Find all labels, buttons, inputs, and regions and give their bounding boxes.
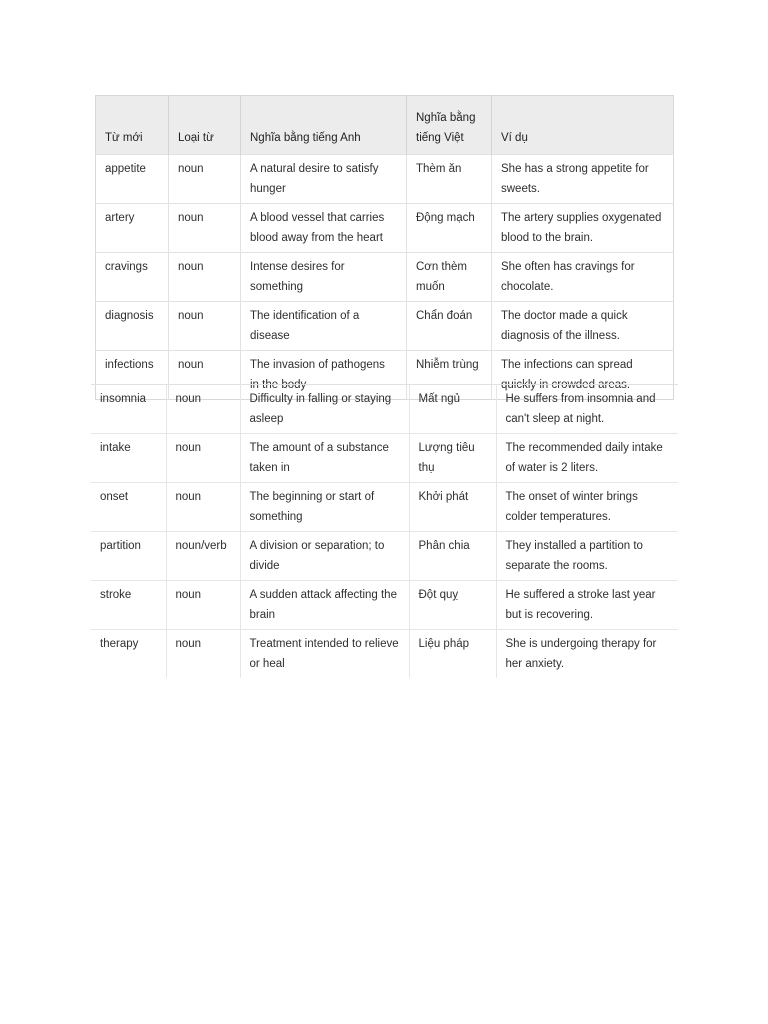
vocabulary-table-continued xyxy=(91,384,678,678)
cell-english-meaning: A blood vessel that carries blood away from the heart xyxy=(241,204,407,253)
cell-example: She often has cravings for chocolate. xyxy=(492,253,674,302)
cell-word: infections xyxy=(96,351,169,400)
cell-english-meaning: The beginning or start of something xyxy=(240,483,409,532)
cell-example: The doctor made a quick diagnosis of the illness. xyxy=(492,302,674,351)
cell-vietnamese-meaning: Động mạch xyxy=(407,204,492,253)
cell-example: The recommended daily intake of water is 2 liters. xyxy=(496,434,678,483)
cell-word-type: noun xyxy=(166,483,240,532)
cell-word-type: noun xyxy=(169,351,241,400)
table-header-row xyxy=(96,96,674,155)
cell-english-meaning: A natural desire to satisfy hunger xyxy=(241,155,407,204)
cell-word-type: noun xyxy=(169,302,241,351)
cell-word: appetite xyxy=(96,155,169,204)
table-row xyxy=(91,581,678,630)
cell-english-meaning: Difficulty in falling or staying asleep xyxy=(240,385,409,434)
cell-example: He suffered a stroke last year but is recovering. xyxy=(496,581,678,630)
cell-word: diagnosis xyxy=(96,302,169,351)
cell-english-meaning: The invasion of pathogens in the body xyxy=(241,351,407,400)
cell-word-type: noun xyxy=(166,630,240,679)
cell-example: She has a strong appetite for sweets. xyxy=(492,155,674,204)
header-word-type: Loại từ xyxy=(169,96,241,155)
header-example: Ví dụ xyxy=(492,96,674,155)
cell-word: onset xyxy=(91,483,166,532)
cell-example: The artery supplies oxygenated blood to the brain. xyxy=(492,204,674,253)
table-row xyxy=(96,155,674,204)
cell-word: therapy xyxy=(91,630,166,679)
cell-vietnamese-meaning: Liệu pháp xyxy=(409,630,496,679)
table-row xyxy=(96,204,674,253)
header-english-meaning: Nghĩa bằng tiếng Anh xyxy=(241,96,407,155)
cell-word: insomnia xyxy=(91,385,166,434)
cell-english-meaning: Intense desires for something xyxy=(241,253,407,302)
cell-example: They installed a partition to separate the rooms. xyxy=(496,532,678,581)
cell-vietnamese-meaning: Phân chia xyxy=(409,532,496,581)
cell-english-meaning: Treatment intended to relieve or heal xyxy=(240,630,409,679)
vocabulary-table xyxy=(95,95,674,400)
cell-example: He suffers from insomnia and can't sleep at night. xyxy=(496,385,678,434)
cell-vietnamese-meaning: Nhiễm trùng xyxy=(407,351,492,400)
cell-example: She is undergoing therapy for her anxiety. xyxy=(505,638,657,670)
table-row xyxy=(96,302,674,351)
cell-vietnamese-meaning: Khởi phát xyxy=(409,483,496,532)
cell-vietnamese-meaning: Chẩn đoán xyxy=(407,302,492,351)
cell-english-meaning: The amount of a substance taken in xyxy=(240,434,409,483)
table-row xyxy=(96,253,674,302)
cell-word-type: noun xyxy=(169,204,241,253)
cell-word: artery xyxy=(96,204,169,253)
cell-word-type: noun/verb xyxy=(166,532,240,581)
cell-vietnamese-meaning: Cơn thèm muốn xyxy=(407,253,492,302)
cell-word: stroke xyxy=(91,581,166,630)
cell-word-type: noun xyxy=(169,155,241,204)
cell-word-type: noun xyxy=(166,581,240,630)
cell-example: The infections can spread quickly in crowded areas. xyxy=(492,351,674,400)
table-row xyxy=(91,483,678,532)
cell-english-meaning: A sudden attack affecting the brain xyxy=(240,581,409,630)
cell-english-meaning: The identification of a disease xyxy=(241,302,407,351)
header-word: Từ mới xyxy=(96,96,169,155)
cell-vietnamese-meaning: Mất ngủ xyxy=(409,385,496,434)
cell-word-type: noun xyxy=(166,434,240,483)
header-vietnamese-meaning: Nghĩa bằng tiếng Việt xyxy=(407,96,492,155)
cell-vietnamese-meaning: Thèm ăn xyxy=(407,155,492,204)
cell-english-meaning: A division or separation; to divide xyxy=(240,532,409,581)
cell-word-type: noun xyxy=(166,385,240,434)
cell-word-type: noun xyxy=(169,253,241,302)
cell-example: The onset of winter brings colder temperatures. xyxy=(496,483,678,532)
cell-word: partition xyxy=(91,532,166,581)
table-row xyxy=(91,532,678,581)
table-row xyxy=(91,630,678,679)
table-row xyxy=(91,385,678,434)
cell-word: intake xyxy=(91,434,166,483)
cell-vietnamese-meaning: Đột quỵ xyxy=(409,581,496,630)
table-row xyxy=(91,434,678,483)
cell-vietnamese-meaning: Lượng tiêu thụ xyxy=(409,434,496,483)
cell-word: cravings xyxy=(96,253,169,302)
